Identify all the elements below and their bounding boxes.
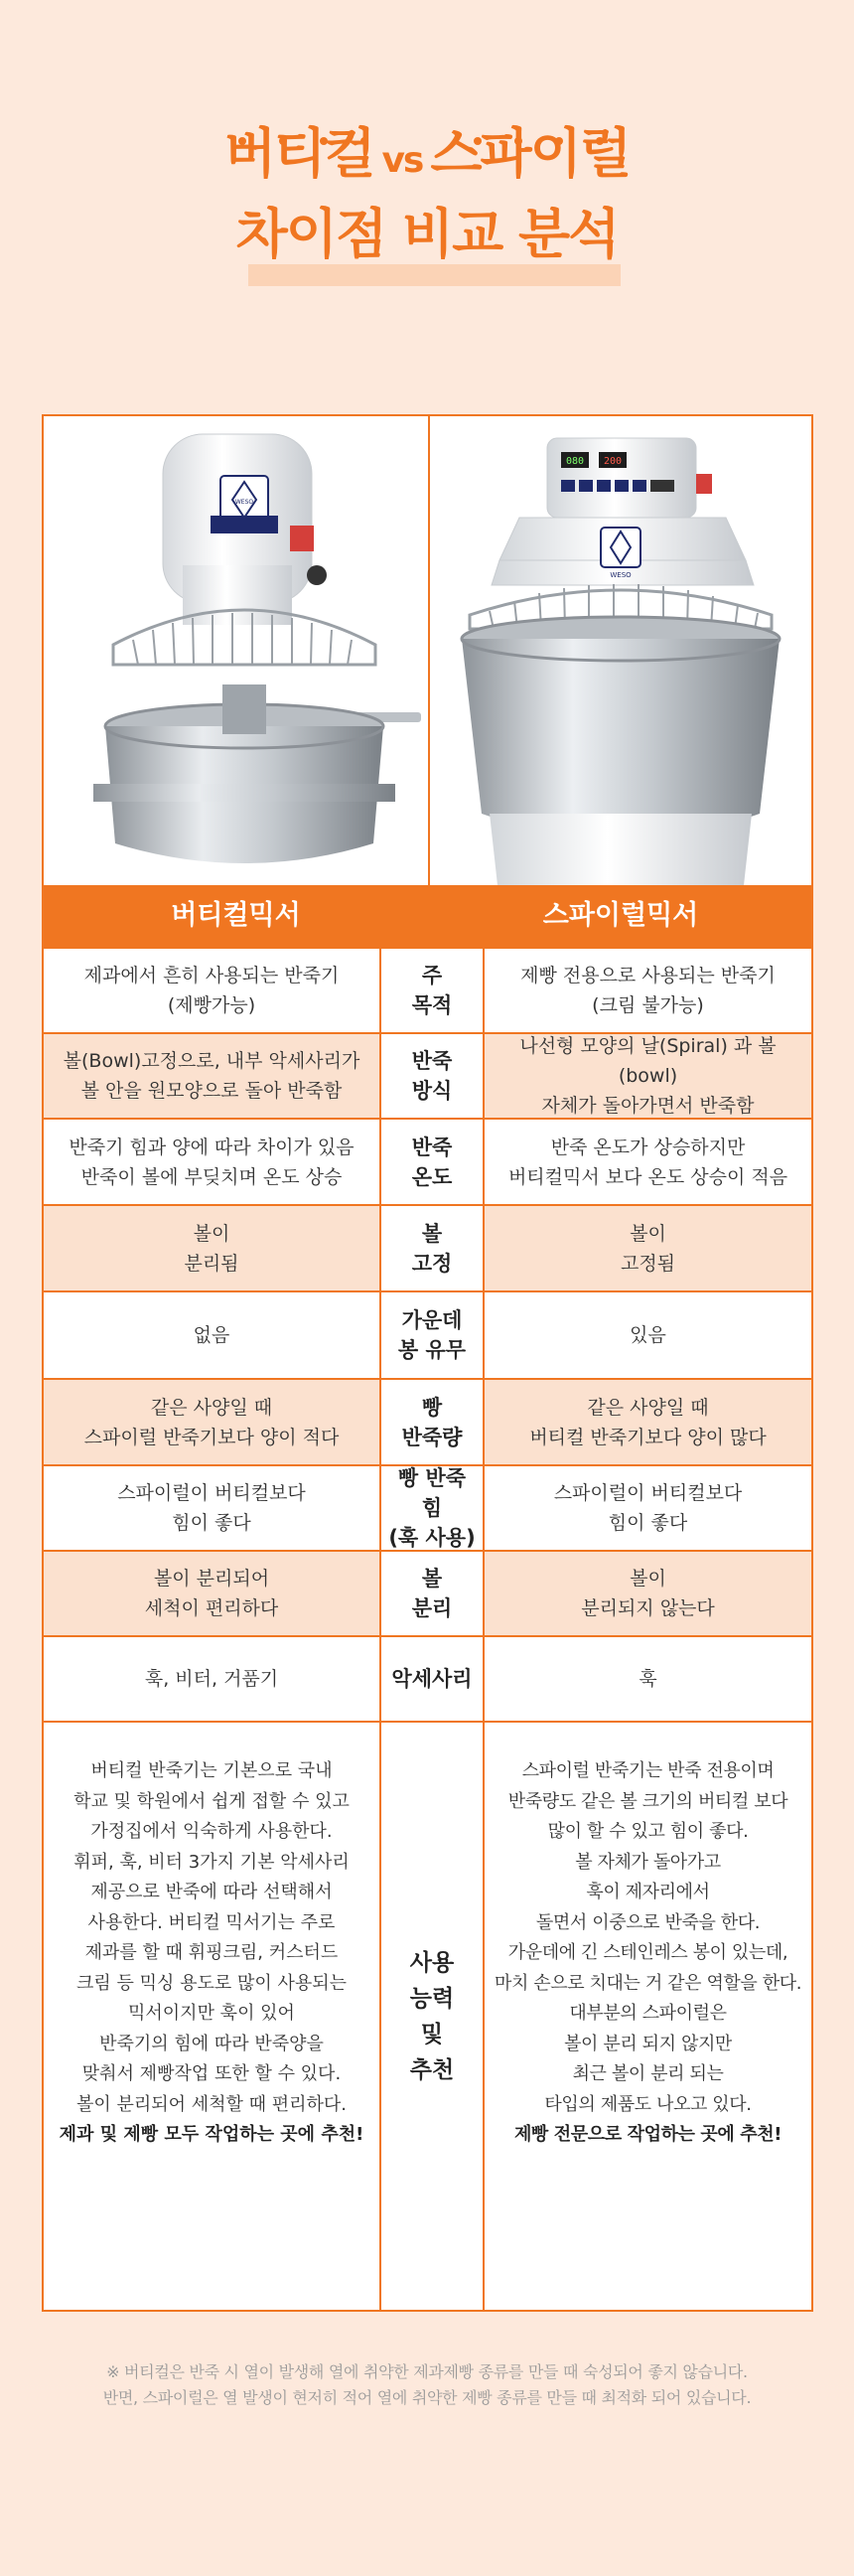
row-label-cell	[379, 1034, 485, 1118]
column-header-row	[44, 885, 811, 947]
row-label-cell	[379, 1552, 485, 1635]
row-right-cell	[485, 1206, 811, 1290]
usage-right-text: 스파이럴 반죽기는 반죽 전용이며 반죽량도 같은 볼 크기의 버티컬 보다 많이 할 수 있고 힘이 좋다. 볼 자체가 돌아가고 훅이 제자리에서 돌면서 이중으로 반죽을 한다. 가운데에 긴 스테인레스 봉이 있는데, 마치 손으로 치대는 거 같은 역할을 한다. 대부분의 스파이럴은 볼이 분리 되지 않지만 최근 볼이 분리 되는 타입의 제품도 나오고 있다.	[494, 1760, 802, 2115]
table-row	[44, 1635, 811, 1721]
row-right-cell	[485, 949, 811, 1032]
table-row	[44, 1464, 811, 1550]
row-right-text: 나선형 모양의 날(Spiral) 과 볼(bowl) 자체가 돌아가면서 반죽함	[519, 1035, 777, 1117]
row-right-cell	[485, 1034, 811, 1118]
row-label-text: 볼 고정	[411, 1221, 453, 1276]
footnote-line-1: ※ 버티컬은 반죽 시 열이 발생해 열에 취약한 제과제빵 종류를 만들 때 숙성되어 좋지 않습니다.	[106, 2362, 748, 2381]
usage-left-recommend: 제과 및 제빵 모두 작업하는 곳에 추천!	[59, 2124, 364, 2145]
table-row	[44, 1290, 811, 1378]
title-left-word: 버티컬	[223, 122, 374, 185]
row-right-text: 같은 사양일 때 버티컬 반죽기보다 양이 많다	[529, 1396, 767, 1448]
row-left-cell	[44, 1292, 379, 1378]
column-header-vertical: 버티컬믹서	[171, 900, 301, 931]
row-left-cell	[44, 1206, 379, 1290]
row-label-cell	[379, 1206, 485, 1290]
row-label-cell	[379, 1292, 485, 1378]
table-row	[44, 1032, 811, 1118]
title-right-word: 스파이럴	[430, 122, 631, 185]
spiral-display-b: 200	[603, 456, 623, 467]
row-left-text: 스파이럴이 버티컬보다 힘이 좋다	[117, 1482, 306, 1534]
title-vs: vs	[381, 140, 423, 181]
row-right-text: 반죽 온도가 상승하지만 버티컬믹서 보다 온도 상승이 적음	[507, 1136, 788, 1188]
usage-left-text: 버티컬 반죽기는 기본으로 국내 학교 및 학원에서 쉽게 접할 수 있고 가정집에서 익숙하게 사용한다. 휘퍼, 훅, 비터 3가지 기본 악세사리 제공으로 반죽에 따라 선택해서 사용한다. 버티컬 믹서기는 주로 제과를 할 때 휘핑크림, 커스터드 크림 등 믹싱 용도로 많이 사용되는 믹서이지만 훅이 있어 반죽기의 힘에 따라 반죽양을 맞춰서 제빵작업 또한 할 수 있다. 볼이 분리되어 세척할 때 편리하다.	[73, 1760, 350, 2115]
footnote-line-2: 반면, 스파이럴은 열 발생이 현저히 적어 열에 취약한 제빵 종류를 만들 때 최적화 되어 있습니다.	[102, 2388, 752, 2407]
row-label-cell	[379, 1466, 485, 1550]
row-label-cell	[379, 1380, 485, 1464]
row-left-text: 제과에서 흔히 사용되는 반죽기 (제빵가능)	[83, 965, 340, 1016]
row-right-text: 스파이럴이 버티컬보다 힘이 좋다	[553, 1482, 743, 1534]
spiral-display-a: 080	[565, 456, 585, 467]
row-label-text: 악세사리	[391, 1667, 473, 1691]
row-left-cell	[44, 1552, 379, 1635]
row-label-cell	[379, 1637, 485, 1721]
row-left-text: 훅, 비터, 거품기	[144, 1668, 279, 1690]
row-label-text: 빵 반죽 힘 (훅 사용)	[388, 1466, 476, 1550]
row-right-cell	[485, 1552, 811, 1635]
row-right-cell	[485, 1120, 811, 1204]
footnote	[0, 2359, 854, 2411]
row-label-text: 볼 분리	[411, 1567, 453, 1620]
usage-row	[44, 1721, 811, 2310]
usage-right-cell	[485, 1723, 811, 2310]
row-left-cell	[44, 1466, 379, 1550]
row-right-text: 제빵 전용으로 사용되는 반죽기 (크림 불가능)	[520, 965, 776, 1016]
product-image-row	[44, 416, 811, 885]
row-left-text: 없음	[193, 1324, 230, 1346]
table-row	[44, 1118, 811, 1204]
table-row	[44, 1550, 811, 1635]
row-left-cell	[44, 1637, 379, 1721]
row-left-text: 볼(Bowl)고정으로, 내부 악세사리가 볼 안을 원모양으로 돌아 반죽함	[63, 1050, 360, 1102]
table-row	[44, 1378, 811, 1464]
row-right-cell	[485, 1292, 811, 1378]
column-header-spiral: 스파이럴믹서	[542, 900, 699, 931]
row-label-text: 빵 반죽량	[401, 1395, 463, 1449]
row-right-text: 볼이 분리되지 않는다	[581, 1568, 715, 1619]
row-left-cell	[44, 949, 379, 1032]
usage-label-cell	[379, 1723, 485, 2310]
row-right-text: 볼이 고정됨	[620, 1222, 676, 1275]
row-label-text: 가운데 봉 유무	[397, 1308, 467, 1362]
row-left-text: 반죽기 힘과 양에 따라 차이가 있음 반죽이 볼에 부딪치며 온도 상승	[69, 1136, 355, 1188]
row-label-cell	[379, 949, 485, 1032]
row-left-cell	[44, 1380, 379, 1464]
table-row	[44, 947, 811, 1032]
comparison-table	[42, 414, 813, 2312]
vertical-mixer-brand: WESO	[234, 499, 254, 506]
row-label-text: 반죽 온도	[411, 1135, 453, 1189]
row-left-text: 볼이 분리됨	[184, 1222, 239, 1275]
row-left-text: 볼이 분리되어 세척이 편리하다	[144, 1568, 279, 1619]
spiral-mixer-brand: WESO	[610, 571, 632, 579]
row-right-text: 있음	[630, 1324, 666, 1346]
vertical-mixer-image	[44, 416, 428, 885]
row-left-text: 같은 사양일 때 스파이럴 반죽기보다 양이 적다	[83, 1396, 340, 1448]
row-left-cell	[44, 1120, 379, 1204]
spiral-mixer-image	[430, 416, 811, 885]
row-right-cell	[485, 1380, 811, 1464]
usage-label: 사용 능력 및 추천	[409, 1949, 455, 2083]
usage-right-recommend: 제빵 전문으로 작업하는 곳에 추천!	[513, 2124, 783, 2145]
title-line-1	[224, 119, 630, 196]
title-line-2: 차이점 비교 분석	[235, 203, 619, 265]
row-right-cell	[485, 1637, 811, 1721]
row-left-cell	[44, 1034, 379, 1118]
row-label-cell	[379, 1120, 485, 1204]
row-label-text: 주 목적	[411, 964, 453, 1017]
row-right-cell	[485, 1466, 811, 1550]
table-row	[44, 1204, 811, 1290]
usage-left-cell	[44, 1723, 379, 2310]
page-title	[0, 119, 854, 269]
row-right-text: 훅	[639, 1668, 657, 1690]
row-label-text: 반죽 방식	[411, 1049, 453, 1103]
